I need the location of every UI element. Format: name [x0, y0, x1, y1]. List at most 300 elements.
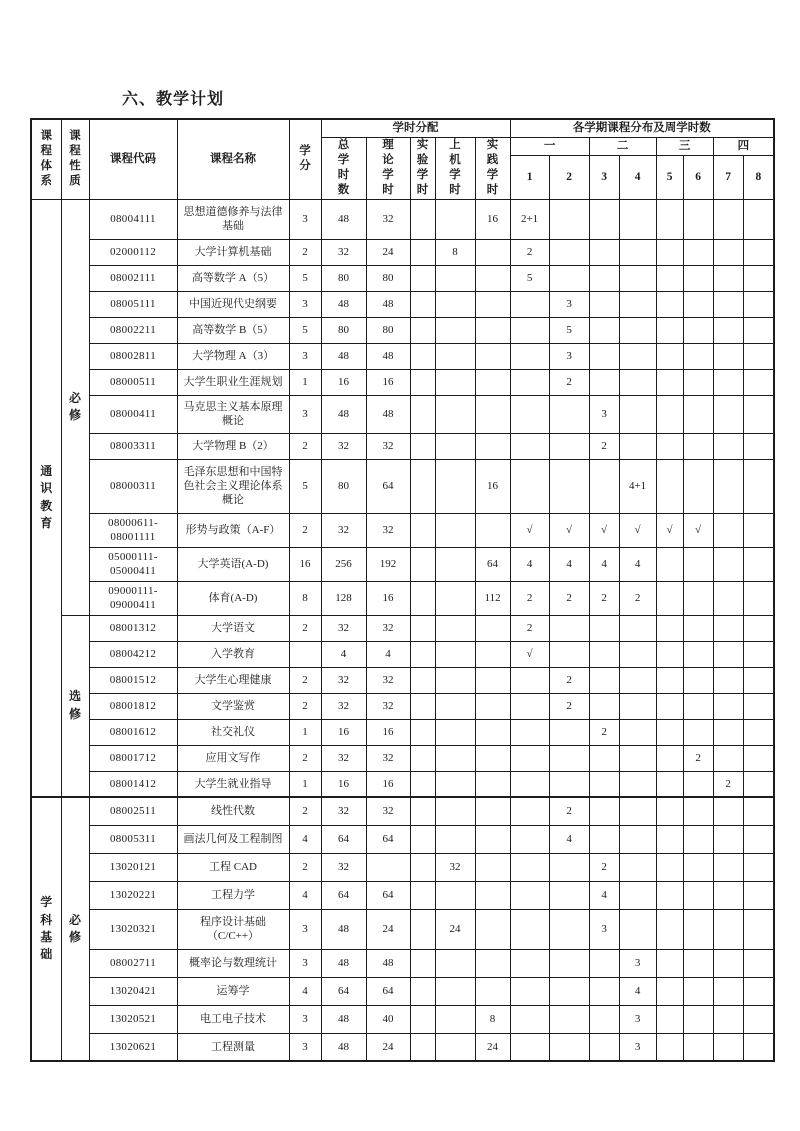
credits-cell: 2: [289, 853, 321, 881]
lab-hours-cell: [410, 547, 435, 581]
table-row: [31, 853, 774, 881]
theory-hours-cell: 48: [366, 949, 410, 977]
practice-hours-cell: [475, 949, 510, 977]
course-name-cell: 大学生心理健康: [177, 667, 289, 693]
sem-cell: [743, 667, 774, 693]
sem-cell: [549, 265, 589, 291]
sem-cell: 3: [549, 291, 589, 317]
sem-cell: [619, 239, 656, 265]
course-name-cell: 毛泽东思想和中国特色社会主义理论体系概论: [177, 459, 289, 513]
sem-cell: [589, 291, 619, 317]
sem-cell: [713, 459, 743, 513]
sem-cell: [683, 581, 713, 615]
table-row: [31, 825, 774, 853]
sem-cell: [683, 693, 713, 719]
table-row: [31, 909, 774, 949]
lab-hours-cell: [410, 265, 435, 291]
header-year-1: 一: [510, 137, 589, 155]
course-code-cell: 08001612: [89, 719, 177, 745]
sem-cell: [549, 1033, 589, 1061]
course-name-cell: 大学英语(A-D): [177, 547, 289, 581]
course-code-cell: 08005311: [89, 825, 177, 853]
page-title: 六、教学计划: [122, 91, 225, 108]
practice-hours-cell: [475, 433, 510, 459]
computer-hours-cell: [435, 615, 475, 641]
sem-cell: [713, 853, 743, 881]
course-code-cell: 08002811: [89, 343, 177, 369]
practice-hours-cell: [475, 291, 510, 317]
sem-cell: [589, 771, 619, 797]
sem-cell: [683, 825, 713, 853]
sem-cell: [683, 771, 713, 797]
practice-hours-cell: [475, 853, 510, 881]
total-hours-cell: 16: [321, 719, 366, 745]
sem-cell: [683, 853, 713, 881]
sem-cell: [589, 825, 619, 853]
table-row: [31, 771, 774, 797]
course-code-cell: 13020221: [89, 881, 177, 909]
sem-cell: [713, 369, 743, 395]
lab-hours-cell: [410, 1005, 435, 1033]
course-code-cell: 08003311: [89, 433, 177, 459]
theory-hours-cell: 80: [366, 265, 410, 291]
sem-cell: [656, 317, 683, 343]
computer-hours-cell: [435, 317, 475, 343]
sem-cell: [743, 343, 774, 369]
sem-cell: [510, 291, 549, 317]
credits-cell: 4: [289, 977, 321, 1005]
table-row: [31, 1033, 774, 1061]
sem-cell: [510, 433, 549, 459]
sem-cell: [619, 199, 656, 239]
sem-cell: 3: [619, 949, 656, 977]
course-name-cell: 线性代数: [177, 797, 289, 825]
sem-cell: [510, 719, 549, 745]
lab-hours-cell: [410, 343, 435, 369]
sem-cell: [589, 745, 619, 771]
credits-cell: 1: [289, 719, 321, 745]
course-name-cell: 体育(A-D): [177, 581, 289, 615]
header-lab-hours: 实验学时: [410, 137, 435, 199]
course-name-cell: 画法几何及工程制图: [177, 825, 289, 853]
credits-cell: 2: [289, 239, 321, 265]
course-code-cell: 13020121: [89, 853, 177, 881]
computer-hours-cell: [435, 667, 475, 693]
theory-hours-cell: 48: [366, 291, 410, 317]
credits-cell: 3: [289, 909, 321, 949]
sem-cell: [589, 459, 619, 513]
sem-cell: 3: [589, 395, 619, 433]
total-hours-cell: 48: [321, 343, 366, 369]
sem-cell: [619, 719, 656, 745]
theory-hours-cell: 32: [366, 433, 410, 459]
theory-hours-cell: 16: [366, 719, 410, 745]
sem-cell: [743, 881, 774, 909]
sem-cell: [743, 547, 774, 581]
total-hours-cell: 80: [321, 317, 366, 343]
table-row: [31, 881, 774, 909]
sem-cell: [743, 369, 774, 395]
credits-cell: 2: [289, 513, 321, 547]
total-hours-cell: 32: [321, 797, 366, 825]
course-name-cell: 大学生职业生涯规划: [177, 369, 289, 395]
sem-cell: 4: [510, 547, 549, 581]
course-code-cell: 08002111: [89, 265, 177, 291]
sem-cell: [656, 369, 683, 395]
course-name-cell: 工程 CAD: [177, 853, 289, 881]
section-general-education: 通识教育: [31, 199, 61, 797]
course-code-cell: 13020521: [89, 1005, 177, 1033]
sem-cell: [619, 853, 656, 881]
practice-hours-cell: [475, 615, 510, 641]
course-name-cell: 概率论与数理统计: [177, 949, 289, 977]
credits-cell: 3: [289, 199, 321, 239]
sem-cell: [656, 693, 683, 719]
sem-cell: 3: [589, 909, 619, 949]
sem-cell: [619, 909, 656, 949]
sem-cell: 4: [549, 547, 589, 581]
sem-cell: [589, 615, 619, 641]
sem-cell: [683, 291, 713, 317]
course-code-cell: 08004212: [89, 641, 177, 667]
header-course-name: 课程名称: [177, 119, 289, 199]
sem-cell: [683, 433, 713, 459]
practice-hours-cell: [475, 909, 510, 949]
sem-cell: [656, 547, 683, 581]
sem-cell: 2: [589, 719, 619, 745]
sem-cell: 2: [683, 745, 713, 771]
sem-cell: [549, 239, 589, 265]
table-row: [31, 369, 774, 395]
sem-cell: 3: [549, 343, 589, 369]
practice-hours-cell: [475, 719, 510, 745]
sem-cell: [743, 771, 774, 797]
sem-cell: [656, 667, 683, 693]
course-code-cell: 08001512: [89, 667, 177, 693]
table-row: [31, 547, 774, 581]
theory-hours-cell: 16: [366, 771, 410, 797]
sem-cell: [713, 1033, 743, 1061]
header-sem-8: 8: [743, 155, 774, 199]
total-hours-cell: 64: [321, 881, 366, 909]
practice-hours-cell: [475, 881, 510, 909]
course-name-cell: 高等数学 B（5）: [177, 317, 289, 343]
sem-cell: [713, 343, 743, 369]
table-row: [31, 581, 774, 615]
sem-cell: [549, 909, 589, 949]
sem-cell: [713, 291, 743, 317]
sem-cell: [619, 343, 656, 369]
sem-cell: [589, 977, 619, 1005]
sem-cell: [589, 797, 619, 825]
sem-cell: [656, 291, 683, 317]
total-hours-cell: 4: [321, 641, 366, 667]
total-hours-cell: 16: [321, 369, 366, 395]
table-row: [31, 641, 774, 667]
computer-hours-cell: [435, 369, 475, 395]
credits-cell: 3: [289, 395, 321, 433]
credits-cell: 8: [289, 581, 321, 615]
course-name-cell: 形势与政策（A-F）: [177, 513, 289, 547]
sem-cell: [743, 199, 774, 239]
sem-cell: [683, 547, 713, 581]
lab-hours-cell: [410, 719, 435, 745]
sem-cell: [619, 317, 656, 343]
total-hours-cell: 32: [321, 667, 366, 693]
sem-cell: [713, 395, 743, 433]
sem-cell: [656, 745, 683, 771]
computer-hours-cell: 24: [435, 909, 475, 949]
sem-cell: [683, 199, 713, 239]
sem-cell: [549, 745, 589, 771]
sem-cell: [656, 395, 683, 433]
sem-cell: [510, 825, 549, 853]
total-hours-cell: 48: [321, 909, 366, 949]
sem-cell: [743, 615, 774, 641]
theory-hours-cell: 24: [366, 909, 410, 949]
computer-hours-cell: [435, 1033, 475, 1061]
sem-cell: √: [683, 513, 713, 547]
theory-hours-cell: 48: [366, 395, 410, 433]
sem-cell: [549, 1005, 589, 1033]
total-hours-cell: 16: [321, 771, 366, 797]
course-code-cell: 02000112: [89, 239, 177, 265]
sem-cell: [589, 693, 619, 719]
sem-cell: [713, 909, 743, 949]
sem-cell: [683, 641, 713, 667]
table-row: [31, 459, 774, 513]
computer-hours-cell: [435, 1005, 475, 1033]
table-row: [31, 239, 774, 265]
computer-hours-cell: [435, 949, 475, 977]
table-row: [31, 977, 774, 1005]
sem-cell: [683, 719, 713, 745]
sem-cell: [656, 433, 683, 459]
header-course-nature: 课程性质: [61, 119, 89, 199]
table-row: [31, 343, 774, 369]
computer-hours-cell: [435, 797, 475, 825]
sem-cell: [589, 343, 619, 369]
total-hours-cell: 64: [321, 825, 366, 853]
sem-cell: [619, 291, 656, 317]
computer-hours-cell: [435, 745, 475, 771]
credits-cell: 3: [289, 949, 321, 977]
practice-hours-cell: [475, 693, 510, 719]
sem-cell: [619, 881, 656, 909]
sem-cell: [589, 317, 619, 343]
sem-cell: [589, 199, 619, 239]
sem-cell: [510, 745, 549, 771]
credits-cell: 2: [289, 797, 321, 825]
sem-cell: [619, 615, 656, 641]
sem-cell: [743, 265, 774, 291]
table-row: [31, 433, 774, 459]
sem-cell: [713, 745, 743, 771]
sem-cell: [743, 853, 774, 881]
sem-cell: 3: [619, 1033, 656, 1061]
sem-cell: [713, 199, 743, 239]
sem-cell: [510, 949, 549, 977]
total-hours-cell: 256: [321, 547, 366, 581]
sem-cell: 5: [510, 265, 549, 291]
table-row: [31, 199, 774, 239]
sem-cell: [743, 433, 774, 459]
sem-cell: [589, 949, 619, 977]
practice-hours-cell: [475, 395, 510, 433]
sem-cell: [619, 369, 656, 395]
sem-cell: 2: [589, 433, 619, 459]
sem-cell: [683, 615, 713, 641]
lab-hours-cell: [410, 745, 435, 771]
course-name-cell: 马克思主义基本原理概论: [177, 395, 289, 433]
course-code-cell: 08001812: [89, 693, 177, 719]
sem-cell: [656, 581, 683, 615]
course-code-cell: 08005111: [89, 291, 177, 317]
course-name-cell: 大学语文: [177, 615, 289, 641]
lab-hours-cell: [410, 239, 435, 265]
computer-hours-cell: [435, 343, 475, 369]
sem-cell: 4+1: [619, 459, 656, 513]
practice-hours-cell: [475, 745, 510, 771]
theory-hours-cell: 40: [366, 1005, 410, 1033]
computer-hours-cell: [435, 291, 475, 317]
theory-hours-cell: 32: [366, 797, 410, 825]
course-code-cell: 08001712: [89, 745, 177, 771]
course-code-cell: 13020421: [89, 977, 177, 1005]
theory-hours-cell: 64: [366, 459, 410, 513]
sem-cell: [619, 797, 656, 825]
sem-cell: [656, 1033, 683, 1061]
total-hours-cell: 32: [321, 853, 366, 881]
sem-cell: [510, 977, 549, 1005]
table-row: [31, 317, 774, 343]
lab-hours-cell: [410, 513, 435, 547]
course-code-cell: 08002211: [89, 317, 177, 343]
lab-hours-cell: [410, 977, 435, 1005]
table-row: [31, 667, 774, 693]
sem-cell: 2: [510, 581, 549, 615]
theory-hours-cell: 32: [366, 667, 410, 693]
computer-hours-cell: [435, 977, 475, 1005]
sem-cell: [619, 433, 656, 459]
sem-cell: [510, 1005, 549, 1033]
computer-hours-cell: 8: [435, 239, 475, 265]
total-hours-cell: 48: [321, 199, 366, 239]
sem-cell: [743, 1033, 774, 1061]
sem-cell: [713, 547, 743, 581]
course-code-cell: 13020321: [89, 909, 177, 949]
theory-hours-cell: 64: [366, 825, 410, 853]
lab-hours-cell: [410, 291, 435, 317]
practice-hours-cell: [475, 641, 510, 667]
header-theory-hours: 理论学时: [366, 137, 410, 199]
header-computer-hours: 上机学时: [435, 137, 475, 199]
total-hours-cell: 32: [321, 745, 366, 771]
sem-cell: [683, 395, 713, 433]
course-code-cell: 08004111: [89, 199, 177, 239]
theory-hours-cell: 32: [366, 745, 410, 771]
course-name-cell: 文学鉴赏: [177, 693, 289, 719]
table-row: [31, 1005, 774, 1033]
total-hours-cell: 32: [321, 513, 366, 547]
course-code-cell: 08000611-08001111: [89, 513, 177, 547]
sem-cell: [713, 433, 743, 459]
theory-hours-cell: 4: [366, 641, 410, 667]
sem-cell: [549, 641, 589, 667]
total-hours-cell: 32: [321, 615, 366, 641]
sem-cell: √: [589, 513, 619, 547]
sem-cell: 2: [619, 581, 656, 615]
course-name-cell: 中国近现代史纲要: [177, 291, 289, 317]
course-name-cell: 思想道德修养与法律基础: [177, 199, 289, 239]
sem-cell: [743, 693, 774, 719]
sem-cell: [619, 641, 656, 667]
theory-hours-cell: 192: [366, 547, 410, 581]
sem-cell: [510, 369, 549, 395]
sem-cell: [510, 459, 549, 513]
credits-cell: 2: [289, 615, 321, 641]
sem-cell: [549, 771, 589, 797]
course-code-cell: 13020621: [89, 1033, 177, 1061]
total-hours-cell: 48: [321, 395, 366, 433]
practice-hours-cell: [475, 771, 510, 797]
sem-cell: [510, 909, 549, 949]
header-course-system: 课程体系: [31, 119, 61, 199]
sem-cell: [589, 1005, 619, 1033]
sem-cell: [743, 949, 774, 977]
lab-hours-cell: [410, 1033, 435, 1061]
course-name-cell: 应用文写作: [177, 745, 289, 771]
sem-cell: [743, 581, 774, 615]
computer-hours-cell: [435, 199, 475, 239]
course-code-cell: 08001312: [89, 615, 177, 641]
sem-cell: 4: [589, 547, 619, 581]
sem-cell: [743, 977, 774, 1005]
sem-cell: [743, 513, 774, 547]
header-year-2: 二: [589, 137, 656, 155]
lab-hours-cell: [410, 641, 435, 667]
credits-cell: 5: [289, 317, 321, 343]
computer-hours-cell: [435, 433, 475, 459]
sem-cell: [656, 641, 683, 667]
computer-hours-cell: [435, 547, 475, 581]
sem-cell: [683, 459, 713, 513]
lab-hours-cell: [410, 667, 435, 693]
lab-hours-cell: [410, 369, 435, 395]
computer-hours-cell: [435, 459, 475, 513]
lab-hours-cell: [410, 433, 435, 459]
table-row: [31, 291, 774, 317]
header-practice-hours: 实践学时: [475, 137, 510, 199]
theory-hours-cell: 32: [366, 615, 410, 641]
table-row: [31, 693, 774, 719]
sem-cell: [619, 693, 656, 719]
header-sem-2: 2: [549, 155, 589, 199]
sem-cell: [656, 343, 683, 369]
header-semester-group: 各学期课程分布及周学时数: [510, 119, 774, 137]
theory-hours-cell: 24: [366, 239, 410, 265]
computer-hours-cell: [435, 641, 475, 667]
course-name-cell: 高等数学 A（5）: [177, 265, 289, 291]
computer-hours-cell: [435, 693, 475, 719]
total-hours-cell: 80: [321, 265, 366, 291]
sem-cell: [743, 459, 774, 513]
practice-hours-cell: 64: [475, 547, 510, 581]
computer-hours-cell: 32: [435, 853, 475, 881]
practice-hours-cell: 16: [475, 459, 510, 513]
total-hours-cell: 80: [321, 459, 366, 513]
course-name-cell: 大学物理 B（2）: [177, 433, 289, 459]
